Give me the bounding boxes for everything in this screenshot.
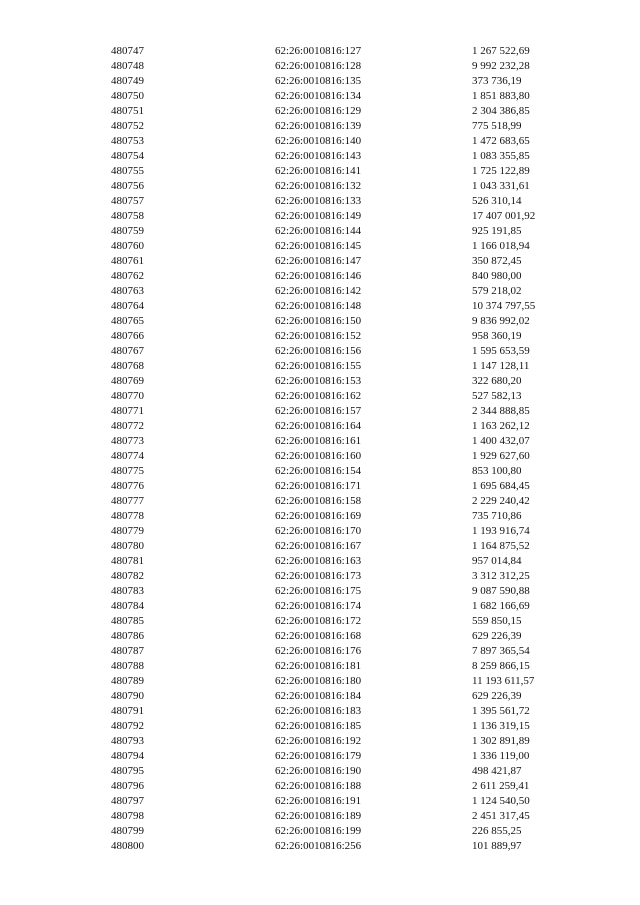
- table-row: [111, 734, 571, 749]
- row-number: 480787: [111, 645, 144, 657]
- table-row: [111, 284, 571, 299]
- cadastral-number: 62:26:0010816:148: [275, 300, 362, 312]
- cadastral-number: 62:26:0010816:184: [275, 690, 362, 702]
- row-number: 480750: [111, 90, 144, 102]
- row-number: 480763: [111, 285, 144, 297]
- cadastral-number: 62:26:0010816:161: [275, 435, 362, 447]
- row-number: 480761: [111, 255, 144, 267]
- table-row: [111, 389, 571, 404]
- table-row: [111, 434, 571, 449]
- value-amount: 101 889,97: [472, 840, 522, 852]
- cadastral-number: 62:26:0010816:127: [275, 45, 362, 57]
- row-number: 480760: [111, 240, 144, 252]
- value-amount: 629 226,39: [472, 630, 522, 642]
- table-row: [111, 299, 571, 314]
- value-amount: 8 259 866,15: [472, 660, 530, 672]
- value-amount: 1 043 331,61: [472, 180, 530, 192]
- cadastral-number: 62:26:0010816:160: [275, 450, 362, 462]
- table-row: [111, 689, 571, 704]
- row-number: 480753: [111, 135, 144, 147]
- row-number: 480759: [111, 225, 144, 237]
- cadastral-number: 62:26:0010816:171: [275, 480, 362, 492]
- cadastral-number: 62:26:0010816:169: [275, 510, 362, 522]
- value-amount: 9 836 992,02: [472, 315, 530, 327]
- cadastral-number: 62:26:0010816:146: [275, 270, 362, 282]
- value-amount: 1 124 540,50: [472, 795, 530, 807]
- table-row: [111, 344, 571, 359]
- row-number: 480779: [111, 525, 144, 537]
- table-row: [111, 194, 571, 209]
- table-row: [111, 779, 571, 794]
- value-amount: 957 014,84: [472, 555, 522, 567]
- cadastral-number: 62:26:0010816:191: [275, 795, 362, 807]
- cadastral-number: 62:26:0010816:190: [275, 765, 362, 777]
- cadastral-number: 62:26:0010816:152: [275, 330, 362, 342]
- table-row: [111, 359, 571, 374]
- value-amount: 7 897 365,54: [472, 645, 530, 657]
- table-row: [111, 659, 571, 674]
- row-number: 480793: [111, 735, 144, 747]
- value-amount: 735 710,86: [472, 510, 522, 522]
- cadastral-number: 62:26:0010816:179: [275, 750, 362, 762]
- value-amount: 1 395 561,72: [472, 705, 530, 717]
- table-row: [111, 674, 571, 689]
- value-amount: 373 736,19: [472, 75, 522, 87]
- cadastral-number: 62:26:0010816:157: [275, 405, 362, 417]
- row-number: 480796: [111, 780, 144, 792]
- row-number: 480786: [111, 630, 144, 642]
- row-number: 480747: [111, 45, 144, 57]
- cadastral-number: 62:26:0010816:256: [275, 840, 362, 852]
- row-number: 480769: [111, 375, 144, 387]
- value-amount: 579 218,02: [472, 285, 522, 297]
- table-row: [111, 314, 571, 329]
- cadastral-number: 62:26:0010816:133: [275, 195, 362, 207]
- data-table: [111, 44, 571, 854]
- cadastral-number: 62:26:0010816:134: [275, 90, 362, 102]
- table-row: [111, 74, 571, 89]
- value-amount: 1 166 018,94: [472, 240, 530, 252]
- cadastral-number: 62:26:0010816:129: [275, 105, 362, 117]
- table-row: [111, 149, 571, 164]
- cadastral-number: 62:26:0010816:174: [275, 600, 362, 612]
- table-row: [111, 644, 571, 659]
- value-amount: 9 087 590,88: [472, 585, 530, 597]
- row-number: 480755: [111, 165, 144, 177]
- table-row: [111, 329, 571, 344]
- cadastral-number: 62:26:0010816:176: [275, 645, 362, 657]
- value-amount: 498 421,87: [472, 765, 522, 777]
- cadastral-number: 62:26:0010816:155: [275, 360, 362, 372]
- row-number: 480752: [111, 120, 144, 132]
- cadastral-number: 62:26:0010816:140: [275, 135, 362, 147]
- cadastral-number: 62:26:0010816:141: [275, 165, 362, 177]
- value-amount: 1 163 262,12: [472, 420, 530, 432]
- row-number: 480764: [111, 300, 144, 312]
- value-amount: 1 400 432,07: [472, 435, 530, 447]
- row-number: 480780: [111, 540, 144, 552]
- table-row: [111, 269, 571, 284]
- cadastral-number: 62:26:0010816:144: [275, 225, 362, 237]
- value-amount: 1 267 522,69: [472, 45, 530, 57]
- row-number: 480775: [111, 465, 144, 477]
- value-amount: 1 136 319,15: [472, 720, 530, 732]
- value-amount: 2 451 317,45: [472, 810, 530, 822]
- value-amount: 629 226,39: [472, 690, 522, 702]
- value-amount: 1 695 684,45: [472, 480, 530, 492]
- row-number: 480778: [111, 510, 144, 522]
- cadastral-number: 62:26:0010816:147: [275, 255, 362, 267]
- table-row: [111, 89, 571, 104]
- cadastral-number: 62:26:0010816:149: [275, 210, 362, 222]
- cadastral-number: 62:26:0010816:189: [275, 810, 362, 822]
- value-amount: 1 851 883,80: [472, 90, 530, 102]
- row-number: 480766: [111, 330, 144, 342]
- cadastral-number: 62:26:0010816:199: [275, 825, 362, 837]
- row-number: 480773: [111, 435, 144, 447]
- table-row: [111, 449, 571, 464]
- row-number: 480751: [111, 105, 144, 117]
- cadastral-number: 62:26:0010816:156: [275, 345, 362, 357]
- table-row: [111, 164, 571, 179]
- row-number: 480757: [111, 195, 144, 207]
- row-number: 480790: [111, 690, 144, 702]
- row-number: 480785: [111, 615, 144, 627]
- row-number: 480795: [111, 765, 144, 777]
- value-amount: 1 193 916,74: [472, 525, 530, 537]
- table-row: [111, 554, 571, 569]
- row-number: 480765: [111, 315, 144, 327]
- value-amount: 559 850,15: [472, 615, 522, 627]
- row-number: 480776: [111, 480, 144, 492]
- cadastral-number: 62:26:0010816:173: [275, 570, 362, 582]
- row-number: 480781: [111, 555, 144, 567]
- cadastral-number: 62:26:0010816:170: [275, 525, 362, 537]
- cadastral-number: 62:26:0010816:168: [275, 630, 362, 642]
- table-row: [111, 809, 571, 824]
- cadastral-number: 62:26:0010816:180: [275, 675, 362, 687]
- value-amount: 1 147 128,11: [472, 360, 530, 372]
- cadastral-number: 62:26:0010816:175: [275, 585, 362, 597]
- row-number: 480792: [111, 720, 144, 732]
- value-amount: 527 582,13: [472, 390, 522, 402]
- table-row: [111, 494, 571, 509]
- row-number: 480768: [111, 360, 144, 372]
- row-number: 480754: [111, 150, 144, 162]
- cadastral-number: 62:26:0010816:158: [275, 495, 362, 507]
- row-number: 480771: [111, 405, 144, 417]
- value-amount: 840 980,00: [472, 270, 522, 282]
- row-number: 480748: [111, 60, 144, 72]
- row-number: 480774: [111, 450, 144, 462]
- row-number: 480797: [111, 795, 144, 807]
- cadastral-number: 62:26:0010816:150: [275, 315, 362, 327]
- value-amount: 3 312 312,25: [472, 570, 530, 582]
- value-amount: 1 164 875,52: [472, 540, 530, 552]
- row-number: 480794: [111, 750, 144, 762]
- cadastral-number: 62:26:0010816:132: [275, 180, 362, 192]
- cadastral-number: 62:26:0010816:154: [275, 465, 362, 477]
- cadastral-number: 62:26:0010816:185: [275, 720, 362, 732]
- value-amount: 2 304 386,85: [472, 105, 530, 117]
- row-number: 480777: [111, 495, 144, 507]
- table-row: [111, 599, 571, 614]
- value-amount: 1 725 122,89: [472, 165, 530, 177]
- value-amount: 2 344 888,85: [472, 405, 530, 417]
- table-row: [111, 614, 571, 629]
- value-amount: 853 100,80: [472, 465, 522, 477]
- table-row: [111, 59, 571, 74]
- value-amount: 350 872,45: [472, 255, 522, 267]
- row-number: 480798: [111, 810, 144, 822]
- table-row: [111, 509, 571, 524]
- cadastral-number: 62:26:0010816:128: [275, 60, 362, 72]
- cadastral-number: 62:26:0010816:143: [275, 150, 362, 162]
- value-amount: 2 611 259,41: [472, 780, 530, 792]
- value-amount: 526 310,14: [472, 195, 522, 207]
- cadastral-number: 62:26:0010816:163: [275, 555, 362, 567]
- cadastral-number: 62:26:0010816:167: [275, 540, 362, 552]
- table-row: [111, 824, 571, 839]
- value-amount: 2 229 240,42: [472, 495, 530, 507]
- cadastral-number: 62:26:0010816:142: [275, 285, 362, 297]
- value-amount: 1 083 355,85: [472, 150, 530, 162]
- cadastral-number: 62:26:0010816:145: [275, 240, 362, 252]
- value-amount: 1 682 166,69: [472, 600, 530, 612]
- table-row: [111, 464, 571, 479]
- row-number: 480784: [111, 600, 144, 612]
- table-row: [111, 584, 571, 599]
- value-amount: 322 680,20: [472, 375, 522, 387]
- row-number: 480783: [111, 585, 144, 597]
- row-number: 480782: [111, 570, 144, 582]
- value-amount: 1 472 683,65: [472, 135, 530, 147]
- value-amount: 226 855,25: [472, 825, 522, 837]
- value-amount: 11 193 611,57: [472, 675, 535, 687]
- row-number: 480770: [111, 390, 144, 402]
- table-row: [111, 839, 571, 854]
- table-row: [111, 419, 571, 434]
- value-amount: 1 595 653,59: [472, 345, 530, 357]
- table-row: [111, 119, 571, 134]
- table-row: [111, 749, 571, 764]
- table-row: [111, 524, 571, 539]
- cadastral-number: 62:26:0010816:153: [275, 375, 362, 387]
- table-row: [111, 719, 571, 734]
- cadastral-number: 62:26:0010816:164: [275, 420, 362, 432]
- table-row: [111, 539, 571, 554]
- cadastral-number: 62:26:0010816:162: [275, 390, 362, 402]
- table-row: [111, 224, 571, 239]
- cadastral-number: 62:26:0010816:188: [275, 780, 362, 792]
- table-row: [111, 134, 571, 149]
- table-row: [111, 104, 571, 119]
- cadastral-number: 62:26:0010816:181: [275, 660, 362, 672]
- row-number: 480767: [111, 345, 144, 357]
- table-row: [111, 239, 571, 254]
- row-number: 480758: [111, 210, 144, 222]
- value-amount: 958 360,19: [472, 330, 522, 342]
- table-row: [111, 404, 571, 419]
- row-number: 480800: [111, 840, 144, 852]
- row-number: 480789: [111, 675, 144, 687]
- table-row: [111, 479, 571, 494]
- cadastral-number: 62:26:0010816:183: [275, 705, 362, 717]
- row-number: 480756: [111, 180, 144, 192]
- row-number: 480749: [111, 75, 144, 87]
- table-row: [111, 209, 571, 224]
- row-number: 480799: [111, 825, 144, 837]
- row-number: 480791: [111, 705, 144, 717]
- cadastral-number: 62:26:0010816:135: [275, 75, 362, 87]
- row-number: 480788: [111, 660, 144, 672]
- row-number: 480772: [111, 420, 144, 432]
- value-amount: 9 992 232,28: [472, 60, 530, 72]
- table-row: [111, 764, 571, 779]
- value-amount: 1 302 891,89: [472, 735, 530, 747]
- table-row: [111, 704, 571, 719]
- table-row: [111, 374, 571, 389]
- table-row: [111, 629, 571, 644]
- row-number: 480762: [111, 270, 144, 282]
- value-amount: 1 336 119,00: [472, 750, 530, 762]
- table-row: [111, 794, 571, 809]
- table-row: [111, 179, 571, 194]
- value-amount: 10 374 797,55: [472, 300, 536, 312]
- cadastral-number: 62:26:0010816:192: [275, 735, 362, 747]
- table-row: [111, 569, 571, 584]
- table-row: [111, 254, 571, 269]
- value-amount: 925 191,85: [472, 225, 522, 237]
- value-amount: 17 407 001,92: [472, 210, 536, 222]
- cadastral-number: 62:26:0010816:139: [275, 120, 362, 132]
- value-amount: 1 929 627,60: [472, 450, 530, 462]
- table-row: [111, 44, 571, 59]
- cadastral-number: 62:26:0010816:172: [275, 615, 362, 627]
- value-amount: 775 518,99: [472, 120, 522, 132]
